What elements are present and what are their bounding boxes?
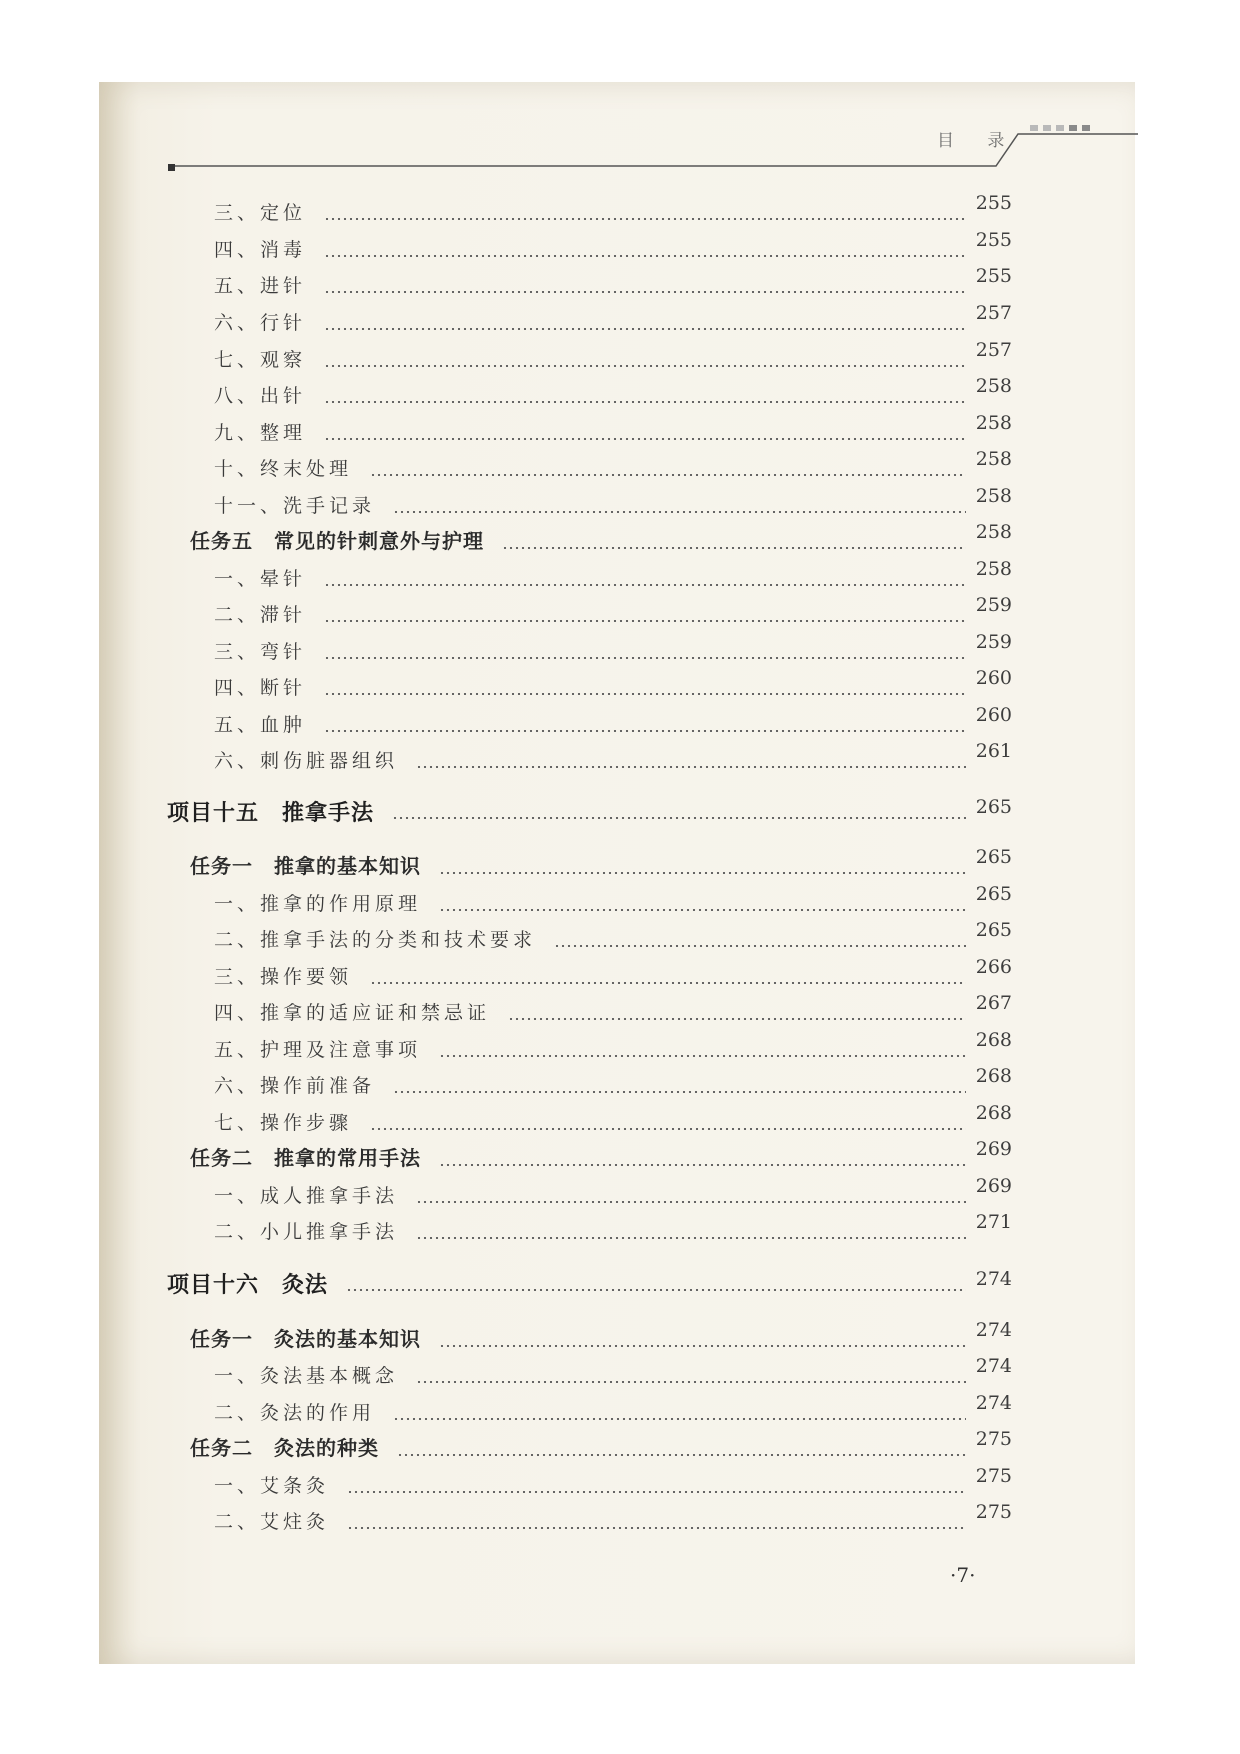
toc-entry-page: 260 [975, 667, 1012, 689]
toc-entry[interactable] [0, 594, 1240, 630]
toc-entry-page: 257 [975, 339, 1012, 361]
toc-entry-page: 260 [975, 704, 1012, 726]
toc-entry-title: 五、进针 [214, 275, 307, 297]
footer-page-number: ·7· [950, 1563, 976, 1587]
toc-entry-page: 258 [975, 375, 1012, 397]
toc-entry-title: 十一、洗手记录 [214, 495, 376, 517]
toc-entry[interactable] [0, 448, 1240, 484]
toc-entry-title: 二、推拿手法的分类和技术要求 [214, 929, 537, 951]
toc-entry-page: 274 [975, 1268, 1012, 1290]
toc-entry[interactable] [0, 192, 1240, 228]
dot-leader [508, 1018, 966, 1020]
toc-entry-title: 一、成人推拿手法 [214, 1185, 399, 1207]
dot-leader [439, 1345, 966, 1347]
toc-entry-page: 274 [975, 1392, 1012, 1414]
toc-entry-page: 268 [975, 1029, 1012, 1051]
toc-entry-page: 265 [975, 919, 1012, 941]
toc-entry[interactable] [0, 796, 1240, 830]
dot-leader [393, 511, 966, 513]
toc-entry[interactable] [0, 302, 1240, 338]
toc-entry-page: 255 [975, 265, 1012, 287]
toc-entry[interactable] [0, 1428, 1240, 1464]
toc-entry-title: 二、滞针 [214, 604, 307, 626]
toc-entry[interactable] [0, 1355, 1240, 1391]
dot-leader [554, 945, 966, 947]
toc-entry-page: 274 [975, 1355, 1012, 1377]
toc-entry-page: 255 [975, 192, 1012, 214]
toc-entry[interactable] [0, 1102, 1240, 1138]
dot-leader [439, 872, 966, 874]
dot-leader [324, 438, 966, 440]
toc-entry[interactable] [0, 485, 1240, 521]
toc-entry[interactable] [0, 846, 1240, 882]
dot-leader [416, 1201, 966, 1203]
dot-leader [324, 693, 966, 695]
dot-leader [370, 1128, 966, 1130]
dot-leader [324, 291, 966, 293]
dot-leader [439, 1164, 966, 1166]
dot-leader [324, 255, 966, 257]
toc-entry[interactable] [0, 1175, 1240, 1211]
toc-entry[interactable] [0, 521, 1240, 557]
toc-entry[interactable] [0, 1211, 1240, 1247]
dot-leader [393, 1091, 966, 1093]
toc-entry-title: 四、推拿的适应证和禁忌证 [214, 1002, 491, 1024]
toc-entry[interactable] [0, 956, 1240, 992]
toc-entry-title: 一、晕针 [214, 568, 307, 590]
toc-entry-title: 三、定位 [214, 202, 307, 224]
toc-entry-page: 257 [975, 302, 1012, 324]
toc-entry-page: 275 [975, 1501, 1012, 1523]
toc-entry-page: 268 [975, 1065, 1012, 1087]
toc-entry-page: 267 [975, 992, 1012, 1014]
toc-entry-title: 六、行针 [214, 312, 307, 334]
header-title: 目 录 [937, 131, 1019, 151]
dot-leader [324, 730, 966, 732]
toc-entry-title: 五、护理及注意事项 [214, 1039, 422, 1061]
toc-entry[interactable] [0, 883, 1240, 919]
toc-entry-title: 任务一 灸法的基本知识 [190, 1327, 421, 1351]
toc-entry-title: 项目十六 灸法 [167, 1272, 329, 1298]
dot-leader [370, 982, 966, 984]
toc-entry[interactable] [0, 558, 1240, 594]
toc-entry-title: 九、整理 [214, 422, 307, 444]
toc-entry-title: 任务一 推拿的基本知识 [190, 854, 421, 878]
toc-entry[interactable] [0, 704, 1240, 740]
toc-entry[interactable] [0, 339, 1240, 375]
dot-leader [347, 1527, 966, 1529]
toc-entry[interactable] [0, 412, 1240, 448]
toc-entry-page: 269 [975, 1175, 1012, 1197]
toc-entry-page: 266 [975, 956, 1012, 978]
toc-entry-page: 258 [975, 412, 1012, 434]
toc-entry[interactable] [0, 1138, 1240, 1174]
toc-entry-page: 265 [975, 883, 1012, 905]
toc-entry[interactable] [0, 1065, 1240, 1101]
toc-entry-title: 二、灸法的作用 [214, 1402, 376, 1424]
dot-leader [370, 474, 966, 476]
dot-leader [324, 328, 966, 330]
toc-entry-title: 任务二 推拿的常用手法 [190, 1146, 421, 1170]
toc-entry-title: 四、消毒 [214, 239, 307, 261]
toc-entry[interactable] [0, 1268, 1240, 1302]
dot-leader [416, 1237, 966, 1239]
toc-entry-title: 一、推拿的作用原理 [214, 893, 422, 915]
toc-entry-title: 十、终末处理 [214, 458, 353, 480]
toc-entry[interactable] [0, 1319, 1240, 1355]
dot-leader [346, 1289, 966, 1291]
dot-leader [392, 817, 966, 819]
toc-entry[interactable] [0, 992, 1240, 1028]
toc-entry-title: 七、操作步骤 [214, 1112, 353, 1134]
dot-leader [324, 365, 966, 367]
toc-entry[interactable] [0, 667, 1240, 703]
toc-entry-title: 六、操作前准备 [214, 1075, 376, 1097]
dot-leader [324, 584, 966, 586]
toc-entry[interactable] [0, 740, 1240, 776]
dot-leader [324, 401, 966, 403]
toc-entry-title: 三、操作要领 [214, 966, 353, 988]
toc-entry-title: 四、断针 [214, 677, 307, 699]
toc-entry-page: 258 [975, 485, 1012, 507]
toc-entry-title: 任务五 常见的针刺意外与护理 [190, 529, 484, 553]
toc-entry-page: 274 [975, 1319, 1012, 1341]
toc-entry-title: 二、艾炷灸 [214, 1511, 330, 1533]
toc-entry-title: 六、刺伤脏器组织 [214, 750, 399, 772]
dot-leader [324, 218, 966, 220]
toc-entry-page: 259 [975, 594, 1012, 616]
toc-entry-page: 275 [975, 1465, 1012, 1487]
toc-entry-page: 258 [975, 521, 1012, 543]
toc-entry[interactable] [0, 631, 1240, 667]
dot-leader [393, 1418, 966, 1420]
toc-entry-title: 七、观察 [214, 349, 307, 371]
dot-leader [502, 547, 966, 549]
dot-leader [347, 1491, 966, 1493]
toc-entry-page: 269 [975, 1138, 1012, 1160]
toc-entry-page: 268 [975, 1102, 1012, 1124]
header-rule [168, 120, 1138, 170]
dot-leader [416, 1381, 966, 1383]
toc-entry-title: 任务二 灸法的种类 [190, 1436, 379, 1460]
toc-entry[interactable] [0, 1501, 1240, 1537]
toc-entry-page: 265 [975, 796, 1012, 818]
dot-leader [439, 909, 966, 911]
toc-entry-page: 265 [975, 846, 1012, 868]
header-marker [168, 164, 175, 171]
toc-entry-title: 二、小儿推拿手法 [214, 1221, 399, 1243]
toc-entry[interactable] [0, 1029, 1240, 1065]
dot-leader [416, 766, 966, 768]
toc-entry-page: 255 [975, 229, 1012, 251]
toc-entry[interactable] [0, 919, 1240, 955]
dot-leader [439, 1055, 966, 1057]
toc-entry[interactable] [0, 229, 1240, 265]
toc-entry-page: 271 [975, 1211, 1012, 1233]
toc-entry-title: 一、艾条灸 [214, 1475, 330, 1497]
toc-entry[interactable] [0, 1465, 1240, 1501]
dot-leader [324, 657, 966, 659]
toc-entry[interactable] [0, 1392, 1240, 1428]
toc-entry-page: 258 [975, 558, 1012, 580]
toc-entry-title: 五、血肿 [214, 714, 307, 736]
toc-entry-page: 259 [975, 631, 1012, 653]
toc-entry-page: 258 [975, 448, 1012, 470]
toc-entry-title: 项目十五 推拿手法 [167, 800, 375, 826]
toc-entry-title: 八、出针 [214, 385, 307, 407]
toc-entry[interactable] [0, 375, 1240, 411]
toc-entry-title: 一、灸法基本概念 [214, 1365, 399, 1387]
dot-leader [397, 1454, 966, 1456]
toc-entry-page: 275 [975, 1428, 1012, 1450]
toc-entry-title: 三、弯针 [214, 641, 307, 663]
toc-entry-page: 261 [975, 740, 1012, 762]
toc-entry[interactable] [0, 265, 1240, 301]
dot-leader [324, 620, 966, 622]
